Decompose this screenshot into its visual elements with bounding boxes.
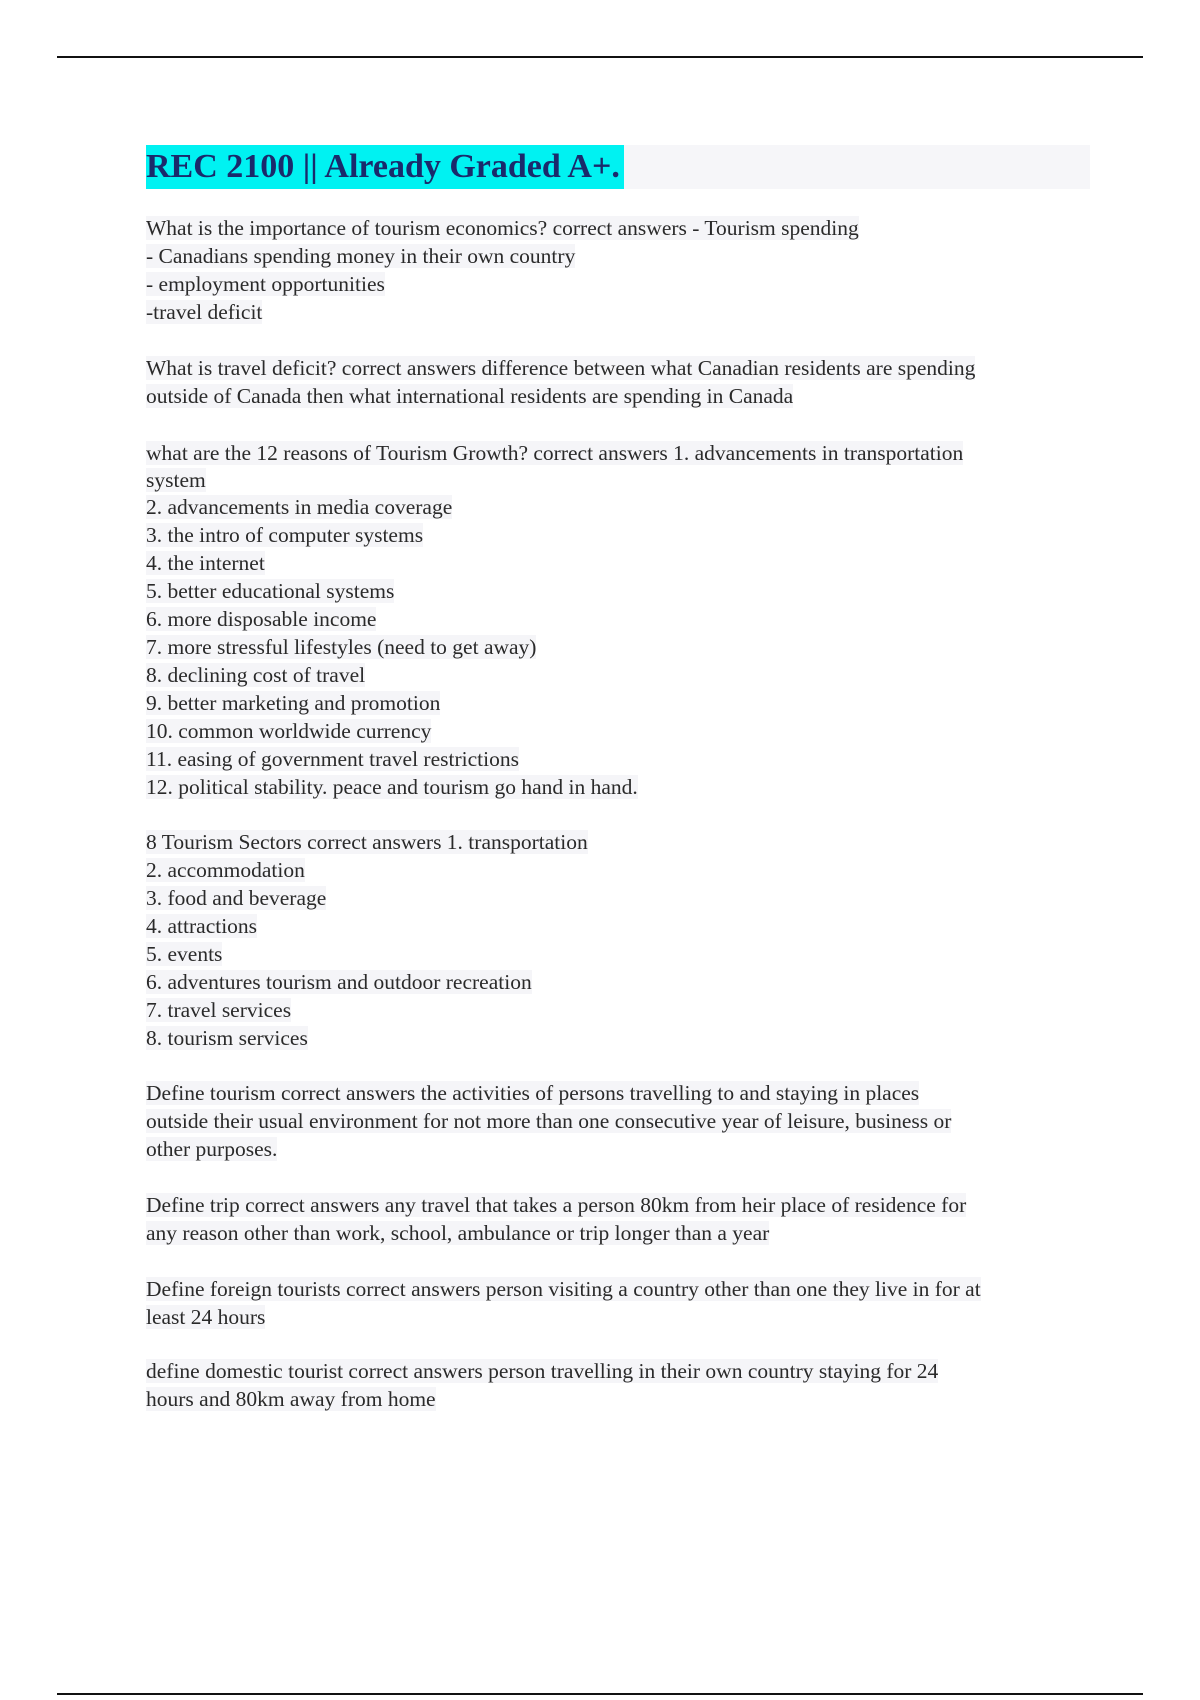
entry-line: 3. the intro of computer systems (146, 523, 424, 547)
entry-line: 4. attractions (146, 914, 258, 938)
entry-line: 8. tourism services (146, 1026, 308, 1050)
entry-line: 10. common worldwide currency (146, 719, 432, 743)
entry-line: 4. the internet (146, 551, 265, 575)
entry-line: Define trip correct answers any travel that takes a person 80km from heir place of residence for (146, 1193, 967, 1217)
entry-line: Define tourism correct answers the activities of persons travelling to and staying in places (146, 1081, 920, 1105)
entry-line: 6. adventures tourism and outdoor recreation (146, 970, 532, 994)
entry-line: 2. accommodation (146, 858, 305, 882)
entry-line: least 24 hours (146, 1305, 266, 1329)
entry-line: - employment opportunities (146, 272, 385, 296)
entry-line: 6. more disposable income (146, 607, 377, 631)
qa-entry (146, 214, 1090, 326)
entry-line: 12. political stability. peace and tourism go hand in hand. (146, 775, 638, 799)
entry-line: 7. more stressful lifestyles (need to get away) (146, 635, 537, 659)
entry-line: outside their usual environment for not more than one consecutive year of leisure, business or (146, 1109, 952, 1133)
entry-line: What is the importance of tourism economics? correct answers - Tourism spending (146, 216, 859, 240)
entry-line: What is travel deficit? correct answers difference between what Canadian residents are spending (146, 356, 976, 380)
qa-entry (146, 439, 1090, 801)
qa-entry (146, 828, 1090, 1052)
entry-line: - Canadians spending money in their own country (146, 244, 576, 268)
entry-line: outside of Canada then what international residents are spending in Canada (146, 384, 794, 408)
entry-line: 3. food and beverage (146, 886, 327, 910)
entry-line: what are the 12 reasons of Tourism Growth? correct answers 1. advancements in transportation (146, 441, 964, 465)
qa-entry (146, 1357, 1090, 1413)
entry-line: 9. better marketing and promotion (146, 691, 441, 715)
footer-rule (57, 1693, 1143, 1695)
document-title: REC 2100 || Already Graded A+. (146, 145, 624, 189)
entry-line: 2. advancements in media coverage (146, 495, 453, 519)
entry-line: 5. better educational systems (146, 579, 395, 603)
entry-line: -travel deficit (146, 300, 263, 324)
entry-line: 8. declining cost of travel (146, 663, 366, 687)
entry-line: system (146, 468, 206, 492)
header-rule (57, 56, 1143, 58)
entry-line: define domestic tourist correct answers person travelling in their own country staying for 24 (146, 1359, 939, 1383)
entry-line: other purposes. (146, 1137, 278, 1161)
qa-entry (146, 1079, 1090, 1163)
entry-line: 5. events (146, 942, 223, 966)
entry-line: 8 Tourism Sectors correct answers 1. transportation (146, 830, 588, 854)
qa-entry (146, 354, 1090, 410)
entry-line: hours and 80km away from home (146, 1387, 436, 1411)
entry-line: Define foreign tourists correct answers person visiting a country other than one they live in for at (146, 1277, 981, 1301)
entry-line: any reason other than work, school, ambulance or trip longer than a year (146, 1221, 770, 1245)
qa-entry (146, 1275, 1090, 1331)
entry-line: 11. easing of government travel restrictions (146, 747, 519, 771)
entry-line: 7. travel services (146, 998, 292, 1022)
qa-entry (146, 1191, 1090, 1247)
